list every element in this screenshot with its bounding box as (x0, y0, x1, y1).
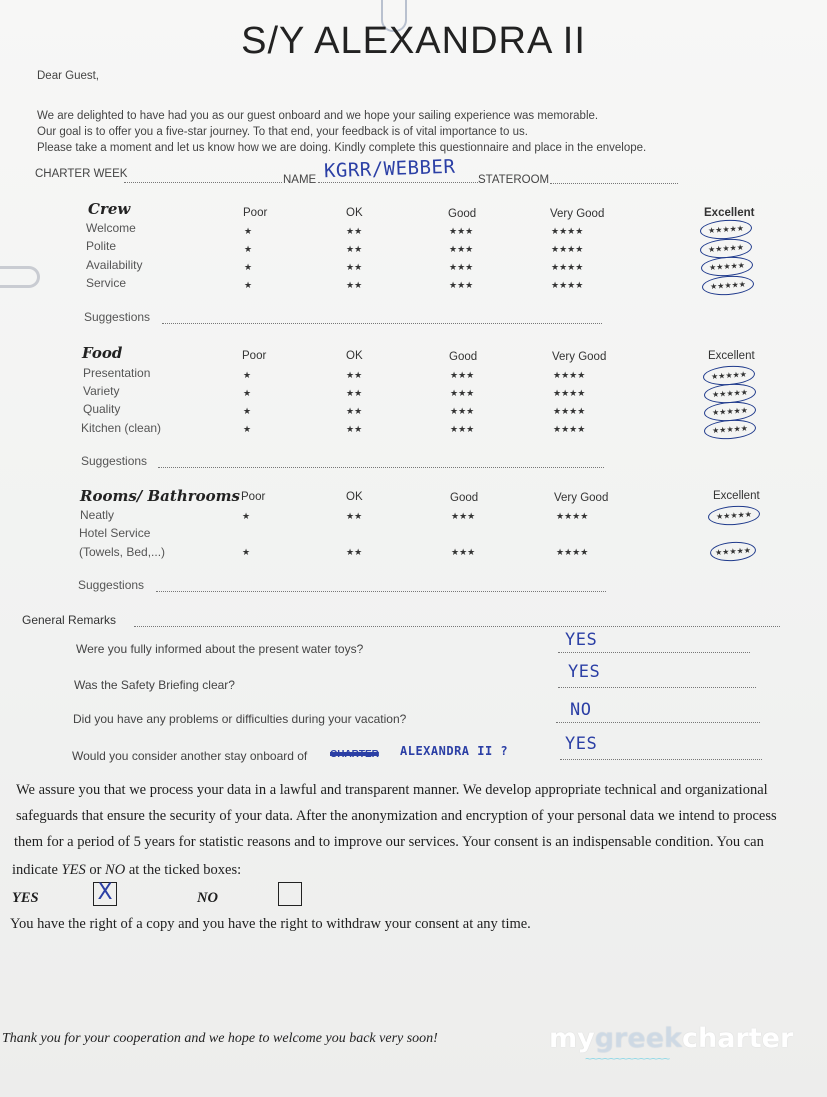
rating-good[interactable]: ★★★ (450, 370, 475, 380)
suggestions-field-rooms[interactable] (156, 582, 606, 592)
indicate-suffix: at the ticked boxes: (125, 862, 242, 878)
name-label: NAME (283, 174, 317, 186)
rating-excellent: ★★★★★ (707, 223, 745, 236)
logo-charter: charter (681, 1023, 794, 1054)
rating-excellent-selected[interactable] (701, 274, 754, 297)
col-good: Good (449, 351, 478, 363)
rating-good[interactable]: ★★★ (449, 280, 474, 290)
rating-excellent: ★★★★★ (715, 509, 753, 522)
indicate-or: or (85, 862, 106, 878)
side-clip-icon (0, 266, 40, 288)
question-2: Was the Safety Briefing clear? (74, 678, 235, 692)
rating-good[interactable]: ★★★ (449, 262, 474, 272)
rating-poor[interactable]: ★ (244, 262, 253, 272)
col-poor: Poor (242, 350, 267, 362)
indicate-prefix: indicate (12, 862, 62, 878)
section-title-rooms: Rooms/ Bathrooms (80, 487, 240, 505)
row-label: Hotel Service (79, 526, 151, 540)
row-label: Neatly (80, 508, 115, 522)
rating-poor[interactable]: ★ (243, 424, 252, 434)
rating-excellent-selected[interactable] (709, 540, 756, 562)
suggestions-field-crew[interactable] (162, 314, 602, 324)
intro-line-3: Please take a moment and let us know how we are doing. Kindly complete this questionnaire and place in the envelope. (37, 142, 647, 154)
indicate-yes: YES (61, 862, 86, 878)
rating-poor[interactable]: ★ (244, 226, 253, 236)
rating-very-good[interactable]: ★★★★ (551, 262, 584, 272)
rating-excellent-selected[interactable] (707, 504, 760, 527)
rating-very-good[interactable]: ★★★★ (553, 406, 586, 416)
col-excellent: Excellent (704, 207, 755, 219)
intro-line-1: We are delighted to have had you as our guest onboard and we hope your sailing experience was memorable. (37, 110, 599, 122)
rating-excellent: ★★★★★ (707, 242, 745, 255)
consent-line-1: We assure you that we process your data in a lawful and transparent manner. We develop appropriate technical and organizational (16, 782, 768, 798)
charter-week-label: CHARTER WEEK (35, 168, 128, 180)
rating-ok[interactable]: ★★ (346, 424, 363, 434)
col-ok: OK (346, 350, 363, 362)
question-3: Did you have any problems or difficulties during your vacation? (73, 712, 407, 726)
rating-very-good[interactable]: ★★★★ (551, 226, 584, 236)
footer-thanks: Thank you for your cooperation and we hope to welcome you back very soon! (2, 1031, 438, 1046)
greeting: Dear Guest, (37, 70, 99, 82)
consent-rights: You have the right of a copy and you have the right to withdraw your consent at any time. (10, 916, 531, 932)
inserted-yacht-name: ALEXANDRA II ? (400, 744, 509, 758)
page-title: S/Y ALEXANDRA II (241, 20, 586, 62)
col-very-good: Very Good (552, 351, 607, 363)
rating-excellent: ★★★★★ (714, 545, 752, 558)
rating-very-good[interactable]: ★★★★ (553, 370, 586, 380)
consent-yes-label: YES (12, 890, 39, 906)
consent-line-3: them for a period of 5 years for statistic reasons and to improve our services. Your consent is an indispensable condition. You can (14, 834, 764, 850)
rating-very-good[interactable]: ★★★★ (551, 280, 584, 290)
suggestions-label: Suggestions (78, 578, 145, 592)
consent-yes-checkbox[interactable] (93, 882, 117, 906)
rating-excellent-selected[interactable] (699, 218, 752, 241)
rating-poor[interactable]: ★ (243, 406, 252, 416)
consent-line-2: safeguards that ensure the security of your data. After the anonymization and encryption of your personal data we intend to process (16, 808, 777, 824)
rating-excellent: ★★★★★ (711, 405, 749, 418)
struck-text: CHARTER (330, 749, 379, 760)
rating-very-good[interactable]: ★★★★ (553, 388, 586, 398)
logo-wave-icon: ~~~~~~~~~~~~~~ (585, 1052, 670, 1066)
row-label: (Towels, Bed,...) (79, 545, 166, 559)
stateroom-label: STATEROOM (478, 174, 550, 186)
col-ok: OK (346, 491, 363, 503)
checked-x-icon: X (97, 880, 113, 905)
brand-logo (549, 1023, 793, 1054)
row-label: Presentation (83, 366, 151, 380)
rating-very-good[interactable]: ★★★★ (551, 244, 584, 254)
rating-ok[interactable]: ★★ (346, 262, 363, 272)
general-remarks-field[interactable] (134, 617, 780, 627)
rating-poor[interactable]: ★ (243, 388, 252, 398)
rating-good[interactable]: ★★★ (450, 406, 475, 416)
rating-excellent: ★★★★★ (708, 260, 746, 273)
consent-no-checkbox[interactable] (278, 882, 302, 906)
rating-ok[interactable]: ★★ (346, 547, 363, 557)
row-label: Service (86, 276, 127, 290)
indicate-no: NO (105, 862, 126, 878)
rating-poor[interactable]: ★ (242, 511, 251, 521)
rating-poor[interactable]: ★ (244, 244, 253, 254)
col-excellent: Excellent (713, 490, 760, 502)
row-label: Welcome (86, 221, 136, 235)
rating-ok[interactable]: ★★ (346, 370, 363, 380)
col-ok: OK (346, 207, 363, 219)
row-label: Availability (86, 258, 143, 272)
suggestions-label: Suggestions (84, 310, 151, 324)
rating-poor[interactable]: ★ (244, 280, 253, 290)
rating-poor[interactable]: ★ (242, 547, 251, 557)
answer-line-3[interactable] (556, 722, 760, 723)
rating-good[interactable]: ★★★ (451, 511, 476, 521)
rating-excellent-selected[interactable] (703, 418, 756, 441)
rating-ok[interactable]: ★★ (346, 280, 363, 290)
col-poor: Poor (243, 207, 268, 219)
rating-excellent: ★★★★★ (709, 279, 747, 292)
rating-excellent-selected[interactable] (700, 255, 753, 278)
consent-no-label: NO (197, 890, 218, 906)
charter-week-field[interactable] (124, 173, 282, 183)
rating-ok[interactable]: ★★ (346, 406, 363, 416)
col-poor: Poor (241, 491, 266, 503)
answer-1: YES (565, 630, 598, 650)
rating-ok[interactable]: ★★ (346, 388, 363, 398)
answer-2: YES (568, 662, 601, 682)
row-label: Kitchen (clean) (81, 421, 162, 435)
rating-ok[interactable]: ★★ (346, 226, 363, 236)
rating-good[interactable]: ★★★ (449, 226, 474, 236)
row-label: Quality (83, 402, 121, 416)
consent-line-4 (12, 857, 241, 883)
col-very-good: Very Good (554, 492, 609, 504)
rating-excellent: ★★★★★ (711, 387, 749, 400)
rating-excellent: ★★★★★ (710, 369, 748, 382)
rating-very-good[interactable]: ★★★★ (553, 424, 586, 434)
rating-good[interactable]: ★★★ (451, 547, 476, 557)
general-remarks-label: General Remarks (22, 613, 117, 627)
suggestions-field-food[interactable] (158, 458, 604, 468)
rating-good[interactable]: ★★★ (450, 424, 475, 434)
rating-ok[interactable]: ★★ (346, 244, 363, 254)
section-title-food: Food (82, 344, 123, 362)
rating-ok[interactable]: ★★ (346, 511, 363, 521)
name-handwritten: KGRR/WEBBER (323, 155, 456, 183)
row-label: Variety (83, 384, 120, 398)
col-very-good: Very Good (550, 208, 605, 220)
rating-good[interactable]: ★★★ (449, 244, 474, 254)
col-good: Good (450, 492, 479, 504)
rating-excellent: ★★★★★ (711, 423, 749, 436)
logo-my: my (549, 1023, 595, 1054)
col-excellent: Excellent (708, 350, 755, 362)
section-title-crew: Crew (88, 200, 131, 218)
logo-greek: greek (594, 1023, 682, 1054)
rating-good[interactable]: ★★★ (450, 388, 475, 398)
rating-poor[interactable]: ★ (243, 370, 252, 380)
answer-line-1[interactable] (558, 652, 750, 653)
rating-very-good[interactable]: ★★★★ (556, 547, 589, 557)
row-label: Polite (86, 239, 117, 253)
question-4: Would you consider another stay onboard of (72, 749, 308, 763)
answer-4: YES (565, 734, 598, 754)
suggestions-label: Suggestions (81, 454, 148, 468)
col-good: Good (448, 208, 477, 220)
answer-line-2[interactable] (558, 687, 756, 688)
answer-line-4[interactable] (560, 759, 762, 760)
answer-3: NO (570, 700, 592, 720)
stateroom-field[interactable] (550, 174, 678, 184)
question-1: Were you fully informed about the present water toys? (76, 642, 364, 656)
intro-line-2: Our goal is to offer you a five-star journey. To that end, your feedback is of vital importance to us. (37, 126, 528, 138)
rating-very-good[interactable]: ★★★★ (556, 511, 589, 521)
